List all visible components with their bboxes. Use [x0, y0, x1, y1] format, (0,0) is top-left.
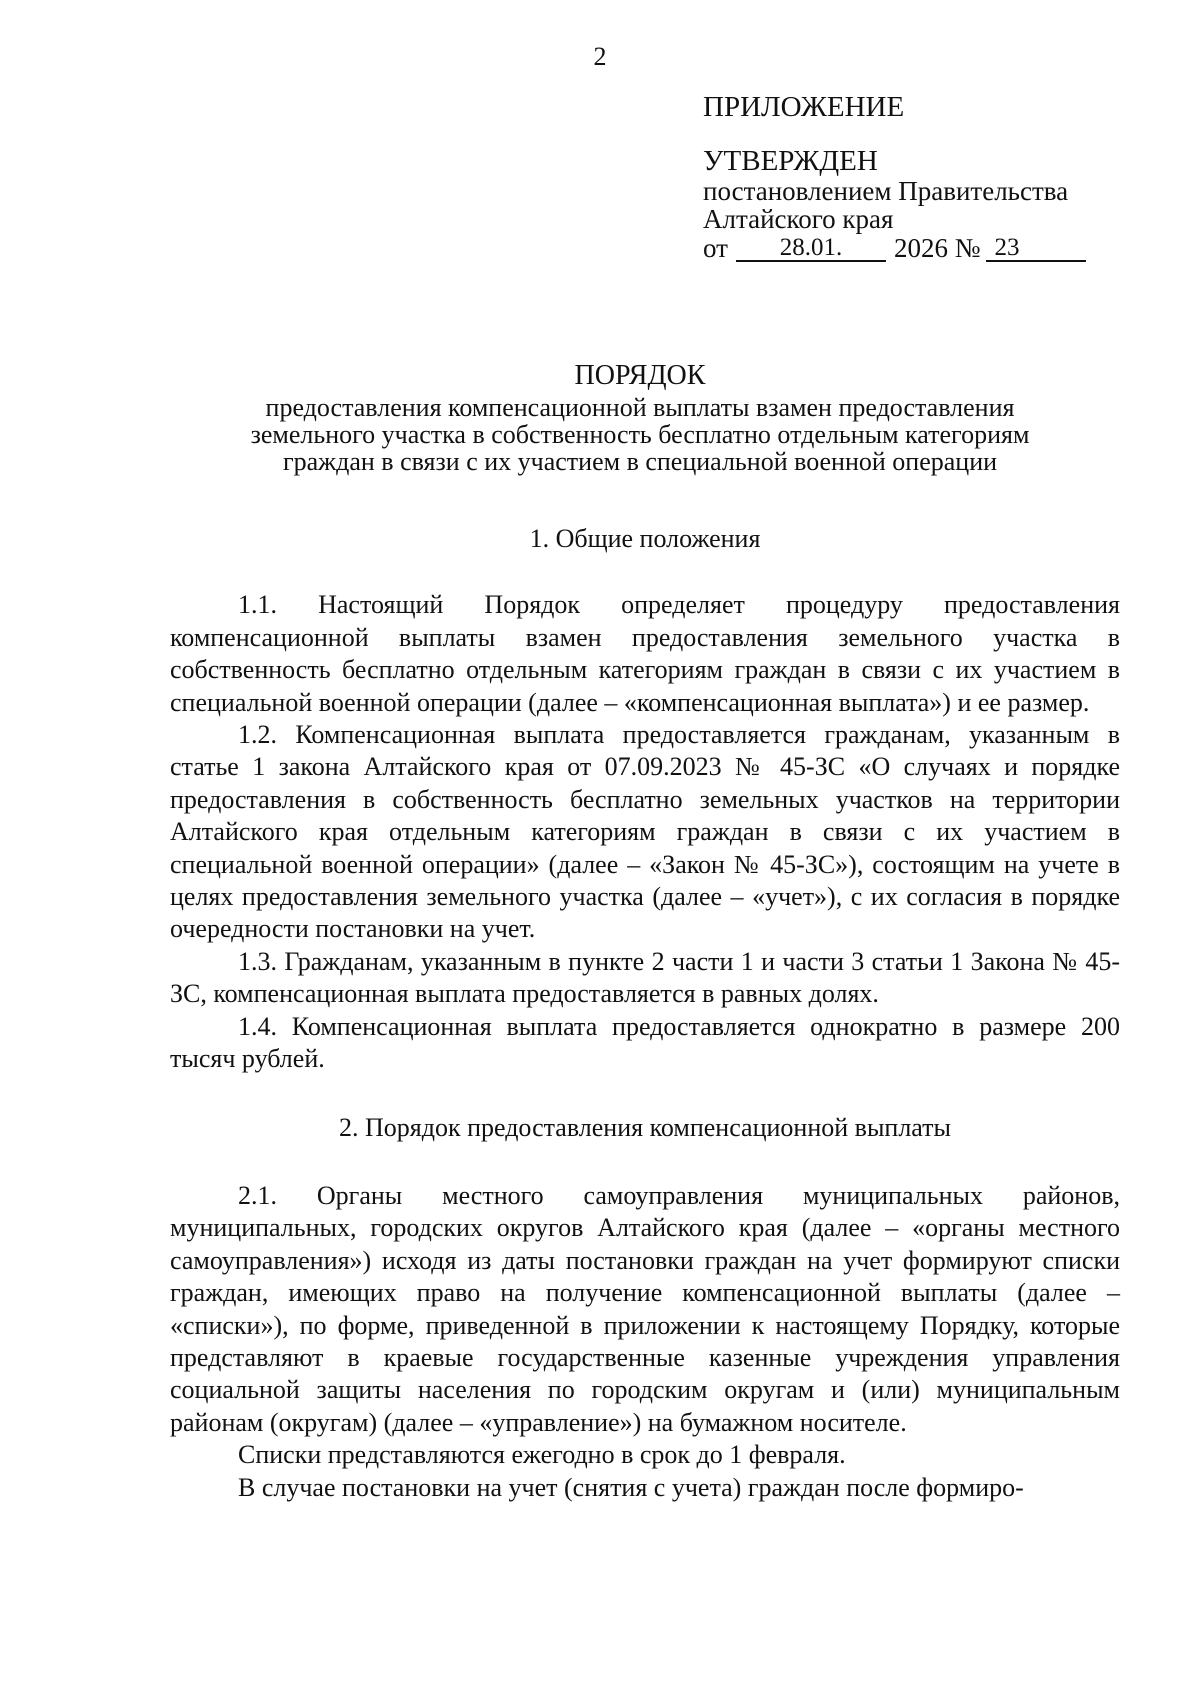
paragraph: 1.2. Компенсационная выплата предоставляется гражданам, указанным в статье 1 закона Алтайского края от 07.09.2023 № 45-ЗС «О случаях и порядке предоставления в собственность бесплатно земельных участков на территории Алтайского края отдельным категориям граждан в связи с их участием в специальной военной операции» (далее – «Закон № 45-ЗС»), состоящим на учете в целях предоставления земельного участка (далее – «учет»), с их согласия в порядке очередности постановки на учет. — [170, 720, 1120, 944]
approval-stamp-block — [703, 92, 1143, 264]
approved-label: УТВЕРЖДЕН — [703, 145, 878, 177]
section-heading: 1. Общие положения — [529, 524, 761, 553]
section-heading: 2. Порядок предоставления компенсационной выплаты — [338, 1112, 951, 1142]
paragraph: 1.1. Настоящий Порядок определяет процедуру предоставления компенсационной выплаты взамен предоставления земельного участка в собственность бесплатно отдельным категориям граждан в связи с их участием в специальной военной операции (далее – «компенсационная выплата») и ее размер. — [170, 590, 1120, 717]
document-subtitle: предоставления компенсационной выплаты взамен предоставления земельного участка в собственность бесплатно отдельным категориям граждан в связи с их участием в специальной военной операции — [250, 393, 1030, 476]
decree-year: 2026 № — [893, 233, 981, 263]
paragraph: В случае постановки на учет (снятия с учета) граждан после формиро- — [238, 1472, 1024, 1502]
paragraph: 1.3. Гражданам, указанным в пункте 2 части 1 и части 3 статьи 1 Закона № 45-ЗС, компенсационная выплата предоставляется в равных долях. — [170, 946, 1120, 1009]
from-label: от — [703, 233, 728, 263]
decree-number: 23 — [986, 235, 1086, 262]
paragraph: Списки представляются ежегодно в срок до 1 февраля. — [238, 1440, 846, 1470]
appendix-label: ПРИЛОЖЕНИЕ — [703, 91, 905, 123]
paragraph: 1.4. Компенсационная выплата предоставляется однократно в размере 200 тысяч рублей. — [170, 1011, 1120, 1074]
decree-date-line — [703, 233, 1143, 264]
paragraph: 2.1. Органы местного самоуправления муниципальных районов, муниципальных, городских округов Алтайского края (далее – «органы местного самоуправления») исходя из даты постановки граждан на учет формируют списки граждан, имеющих право на получение компенсационной выплаты (далее – «списки»), по форме, приведенной в приложении к настоящему Порядку, которые представляют в краевые государственные казенные учреждения управления социальной защиты населения по городским округам и (или) муниципальным районам (округам) (далее – «управление») на бумажном носителе. — [170, 1180, 1120, 1437]
approved-by-line: постановлением Правительства — [703, 176, 1069, 206]
document-title-block — [240, 360, 1040, 475]
document-body — [170, 523, 1120, 1504]
page-number: 2 — [593, 42, 607, 71]
approved-region-line: Алтайского края — [703, 204, 894, 234]
document-title: ПОРЯДОК — [574, 360, 706, 391]
decree-date: 28.01. — [736, 235, 886, 262]
